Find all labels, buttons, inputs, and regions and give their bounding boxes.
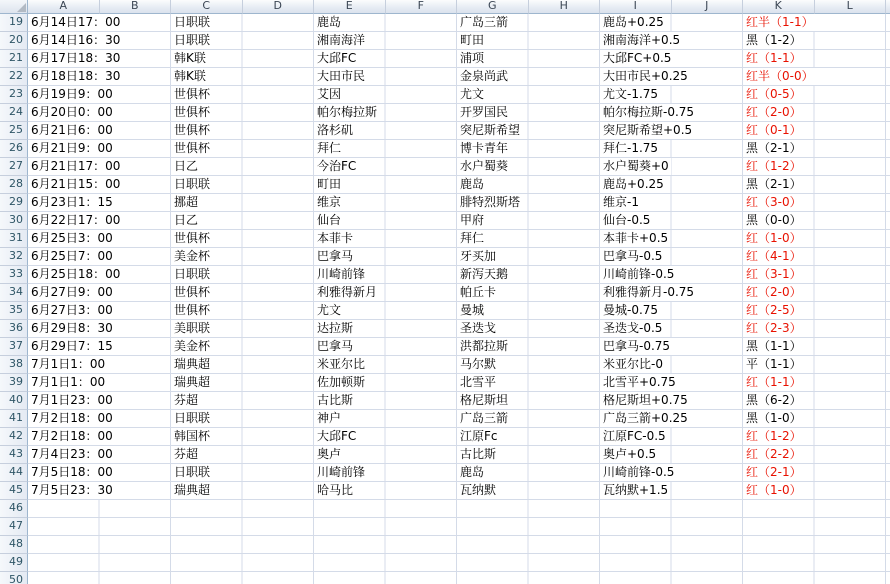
- select-all-button[interactable]: [0, 0, 28, 14]
- cell-away-team[interactable]: 拜仁: [460, 231, 485, 245]
- row-cells[interactable]: [28, 122, 890, 140]
- cell-away-team[interactable]: 古比斯: [460, 447, 497, 461]
- row-header-28[interactable]: 28: [0, 176, 28, 194]
- row-cells[interactable]: [28, 266, 890, 284]
- cell-date[interactable]: 7月1日1：00: [31, 375, 106, 389]
- row-cells[interactable]: [28, 14, 890, 32]
- cell-handicap[interactable]: 格尼斯坦+0.75: [603, 393, 688, 407]
- cell-home-team[interactable]: 湘南海洋: [317, 33, 366, 47]
- cell-league[interactable]: 芬超: [174, 393, 199, 407]
- cell-date[interactable]: 7月2日18：00: [31, 411, 113, 425]
- cell-result[interactable]: 红（0-5）: [746, 87, 802, 101]
- row-header-47[interactable]: 47: [0, 518, 28, 536]
- row-cells[interactable]: [28, 338, 890, 356]
- cell-result[interactable]: 平（1-1）: [746, 357, 802, 371]
- row-cells[interactable]: [28, 104, 890, 122]
- cell-result[interactable]: 红半（0-0）: [746, 69, 814, 83]
- cell-away-team[interactable]: 帕丘卡: [460, 285, 497, 299]
- column-header-A[interactable]: A: [28, 0, 100, 14]
- column-header-H[interactable]: H: [529, 0, 601, 14]
- cell-result[interactable]: 黑（0-0）: [746, 213, 802, 227]
- table-row: [0, 266, 890, 284]
- table-row: [0, 248, 890, 266]
- row-cells[interactable]: [28, 410, 890, 428]
- cell-league[interactable]: 美职联: [174, 321, 211, 335]
- cell-handicap[interactable]: 仙台-0.5: [603, 213, 651, 227]
- cell-home-team[interactable]: 拜仁: [317, 141, 342, 155]
- column-header-J[interactable]: J: [672, 0, 744, 14]
- cell-handicap[interactable]: 巴拿马-0.5: [603, 249, 663, 263]
- cell-league[interactable]: 韩国杯: [174, 429, 211, 443]
- cell-date[interactable]: 7月1日1：00: [31, 357, 106, 371]
- row-header-25[interactable]: 25: [0, 122, 28, 140]
- row-header-19[interactable]: 19: [0, 14, 28, 32]
- cell-away-team[interactable]: 曼城: [460, 303, 485, 317]
- column-header-I[interactable]: I: [600, 0, 672, 14]
- row-header-36[interactable]: 36: [0, 320, 28, 338]
- table-row: [0, 410, 890, 428]
- cell-league[interactable]: 日职联: [174, 465, 211, 479]
- cell-date[interactable]: 6月21日9：00: [31, 141, 113, 155]
- cell-home-team[interactable]: 仙台: [317, 213, 342, 227]
- cell-league[interactable]: 世俱杯: [174, 105, 211, 119]
- row-header-27[interactable]: 27: [0, 158, 28, 176]
- cell-home-team[interactable]: 巴拿马: [317, 249, 354, 263]
- cell-league[interactable]: 日职联: [174, 411, 211, 425]
- cell-away-team[interactable]: 江原Fc: [460, 429, 498, 443]
- table-row: [0, 122, 890, 140]
- table-row: [0, 356, 890, 374]
- cell-handicap[interactable]: 鹿岛+0.25: [603, 177, 664, 191]
- cell-date[interactable]: 6月21日15：00: [31, 177, 121, 191]
- cell-result[interactable]: 红（3-0）: [746, 195, 802, 209]
- cell-away-team[interactable]: 北雪平: [460, 375, 497, 389]
- cell-league[interactable]: 日乙: [174, 159, 199, 173]
- cell-result[interactable]: 红（1-1）: [746, 51, 802, 65]
- row-cells[interactable]: [28, 176, 890, 194]
- column-header-C[interactable]: C: [171, 0, 243, 14]
- table-row: [0, 374, 890, 392]
- cell-result[interactable]: 红（1-0）: [746, 231, 802, 245]
- cell-handicap[interactable]: 大田市民+0.25: [603, 69, 688, 83]
- cell-result[interactable]: 红（2-0）: [746, 105, 802, 119]
- row-header-21[interactable]: 21: [0, 50, 28, 68]
- cell-league[interactable]: 日乙: [174, 213, 199, 227]
- cell-away-team[interactable]: 瓦纳默: [460, 483, 497, 497]
- select-all-triangle-icon: [17, 3, 26, 12]
- cell-handicap[interactable]: 巴拿马-0.75: [603, 339, 671, 353]
- table-row: [0, 158, 890, 176]
- row-header-29[interactable]: 29: [0, 194, 28, 212]
- cell-date[interactable]: 6月29日7：15: [31, 339, 113, 353]
- cell-away-team[interactable]: 金泉尚武: [460, 69, 509, 83]
- table-row: [0, 428, 890, 446]
- row-header-45[interactable]: 45: [0, 482, 28, 500]
- table-row: [0, 518, 890, 536]
- row-cells[interactable]: [28, 464, 890, 482]
- column-header-filler: [886, 0, 890, 14]
- cell-date[interactable]: 6月21日17：00: [31, 159, 121, 173]
- cell-home-team[interactable]: 利雅得新月: [317, 285, 378, 299]
- cell-result[interactable]: 红（2-2）: [746, 447, 802, 461]
- rows-area: [0, 14, 890, 584]
- cell-date[interactable]: 6月29日8：30: [31, 321, 113, 335]
- cell-away-team[interactable]: 广岛三箭: [460, 15, 509, 29]
- cell-result[interactable]: 红（0-1）: [746, 123, 802, 137]
- cell-result[interactable]: 红（2-0）: [746, 285, 802, 299]
- cell-home-team[interactable]: 巴拿马: [317, 339, 354, 353]
- row-cells[interactable]: [28, 194, 890, 212]
- row-header-26[interactable]: 26: [0, 140, 28, 158]
- table-row: [0, 500, 890, 518]
- cell-home-team[interactable]: 艾因: [317, 87, 342, 101]
- table-row: [0, 230, 890, 248]
- cell-handicap[interactable]: 本菲卡+0.5: [603, 231, 669, 245]
- cell-home-team[interactable]: 古比斯: [317, 393, 354, 407]
- cell-home-team[interactable]: 神户: [317, 411, 342, 425]
- cell-date[interactable]: 7月4日23：00: [31, 447, 113, 461]
- cell-league[interactable]: 日职联: [174, 177, 211, 191]
- row-header-20[interactable]: 20: [0, 32, 28, 50]
- row-header-44[interactable]: 44: [0, 464, 28, 482]
- cell-handicap[interactable]: 瓦纳默+1.5: [603, 483, 669, 497]
- column-header-B[interactable]: B: [100, 0, 172, 14]
- cell-home-team[interactable]: 尤文: [317, 303, 342, 317]
- cell-result[interactable]: 黑（1-1）: [746, 339, 802, 353]
- cell-away-team[interactable]: 开罗国民: [460, 105, 509, 119]
- cell-date[interactable]: 6月14日16：30: [31, 33, 121, 47]
- row-cells[interactable]: [28, 356, 890, 374]
- cell-date[interactable]: 6月20日0：00: [31, 105, 113, 119]
- cell-away-team[interactable]: 腓特烈斯塔: [460, 195, 521, 209]
- cell-league[interactable]: 世俱杯: [174, 231, 211, 245]
- cell-date[interactable]: 6月27日9：00: [31, 285, 113, 299]
- cell-home-team[interactable]: 本菲卡: [317, 231, 354, 245]
- row-header-46[interactable]: 46: [0, 500, 28, 518]
- column-header-E[interactable]: E: [314, 0, 386, 14]
- row-header-37[interactable]: 37: [0, 338, 28, 356]
- row-cells[interactable]: [28, 428, 890, 446]
- cell-away-team[interactable]: 新泻天鹅: [460, 267, 509, 281]
- cell-league[interactable]: 美金杯: [174, 249, 211, 263]
- table-row: [0, 572, 890, 584]
- column-header-D[interactable]: D: [243, 0, 315, 14]
- table-row: [0, 284, 890, 302]
- table-row: [0, 320, 890, 338]
- cell-home-team[interactable]: 川崎前锋: [317, 465, 366, 479]
- cell-handicap[interactable]: 曼城-0.75: [603, 303, 659, 317]
- row-cells[interactable]: [28, 32, 890, 50]
- cell-away-team[interactable]: 广岛三箭: [460, 411, 509, 425]
- cell-result[interactable]: 红（1-1）: [746, 375, 802, 389]
- cell-handicap[interactable]: 川崎前锋-0.5: [603, 267, 675, 281]
- cell-result[interactable]: 红（1-2）: [746, 159, 802, 173]
- table-row: [0, 482, 890, 500]
- cell-handicap[interactable]: 鹿岛+0.25: [603, 15, 664, 29]
- cell-result[interactable]: 红（1-0）: [746, 483, 802, 497]
- cell-date[interactable]: 6月23日1：15: [31, 195, 113, 209]
- cell-away-team[interactable]: 格尼斯坦: [460, 393, 509, 407]
- cell-handicap[interactable]: 维京-1: [603, 195, 639, 209]
- cell-home-team[interactable]: 达拉斯: [317, 321, 354, 335]
- cell-home-team[interactable]: 大邱FC: [317, 429, 357, 443]
- row-header-35[interactable]: 35: [0, 302, 28, 320]
- column-header-K[interactable]: K: [743, 0, 815, 14]
- table-row: [0, 446, 890, 464]
- table-row: [0, 554, 890, 572]
- cell-date[interactable]: 6月25日18：00: [31, 267, 121, 281]
- row-cells[interactable]: [28, 518, 890, 536]
- cell-league[interactable]: 美金杯: [174, 339, 211, 353]
- table-row: [0, 212, 890, 230]
- cell-home-team[interactable]: 今治FC: [317, 159, 357, 173]
- row-header-42[interactable]: 42: [0, 428, 28, 446]
- table-row: [0, 302, 890, 320]
- cell-date[interactable]: 6月14日17：00: [31, 15, 121, 29]
- cell-date[interactable]: 6月27日3：00: [31, 303, 113, 317]
- cell-result[interactable]: 黑（1-0）: [746, 411, 802, 425]
- cell-handicap[interactable]: 拜仁-1.75: [603, 141, 659, 155]
- cell-date[interactable]: 6月19日9：00: [31, 87, 113, 101]
- cell-league[interactable]: 日职联: [174, 267, 211, 281]
- cell-away-team[interactable]: 圣迭戈: [460, 321, 497, 335]
- cell-away-team[interactable]: 突尼斯希望: [460, 123, 521, 137]
- cell-home-team[interactable]: 大田市民: [317, 69, 366, 83]
- row-header-22[interactable]: 22: [0, 68, 28, 86]
- cell-result[interactable]: 红（1-2）: [746, 429, 802, 443]
- table-row: [0, 536, 890, 554]
- cell-home-team[interactable]: 川崎前锋: [317, 267, 366, 281]
- cell-away-team[interactable]: 博卡青年: [460, 141, 509, 155]
- row-header-34[interactable]: 34: [0, 284, 28, 302]
- table-row: [0, 176, 890, 194]
- row-header-49[interactable]: 49: [0, 554, 28, 572]
- cell-home-team[interactable]: 町田: [317, 177, 342, 191]
- cell-home-team[interactable]: 哈马比: [317, 483, 354, 497]
- cell-result[interactable]: 红（4-1）: [746, 249, 802, 263]
- cell-league[interactable]: 世俱杯: [174, 285, 211, 299]
- row-header-40[interactable]: 40: [0, 392, 28, 410]
- table-row: [0, 140, 890, 158]
- table-row: [0, 338, 890, 356]
- table-row: [0, 32, 890, 50]
- column-header-G[interactable]: G: [457, 0, 529, 14]
- row-header-39[interactable]: 39: [0, 374, 28, 392]
- row-cells[interactable]: [28, 374, 890, 392]
- table-row: [0, 68, 890, 86]
- cell-result[interactable]: 红半（1-1）: [746, 15, 814, 29]
- table-row: [0, 194, 890, 212]
- cell-handicap[interactable]: 北雪平+0.75: [603, 375, 676, 389]
- cell-handicap[interactable]: 突尼斯希望+0.5: [603, 123, 693, 137]
- cell-league[interactable]: 日职联: [174, 15, 211, 29]
- row-header-32[interactable]: 32: [0, 248, 28, 266]
- row-cells[interactable]: [28, 572, 890, 584]
- row-header-31[interactable]: 31: [0, 230, 28, 248]
- cell-home-team[interactable]: 维京: [317, 195, 342, 209]
- cell-home-team[interactable]: 奥卢: [317, 447, 342, 461]
- row-cells[interactable]: [28, 446, 890, 464]
- cell-result[interactable]: 黑（2-1）: [746, 177, 802, 191]
- cell-league[interactable]: 瑞典超: [174, 375, 211, 389]
- row-cells[interactable]: [28, 140, 890, 158]
- row-header-33[interactable]: 33: [0, 266, 28, 284]
- table-row: [0, 392, 890, 410]
- cell-league[interactable]: 芬超: [174, 447, 199, 461]
- cell-handicap[interactable]: 广岛三箭+0.25: [603, 411, 688, 425]
- row-cells[interactable]: [28, 158, 890, 176]
- cell-away-team[interactable]: 浦项: [460, 51, 485, 65]
- cell-home-team[interactable]: 佐加顿斯: [317, 375, 366, 389]
- cell-away-team[interactable]: 牙买加: [460, 249, 497, 263]
- cell-result[interactable]: 红（3-1）: [746, 267, 802, 281]
- row-header-48[interactable]: 48: [0, 536, 28, 554]
- cell-league[interactable]: 瑞典超: [174, 357, 211, 371]
- row-cells[interactable]: [28, 50, 890, 68]
- cell-date[interactable]: 6月22日17：00: [31, 213, 121, 227]
- cell-league[interactable]: 挪超: [174, 195, 199, 209]
- cell-result[interactable]: 红（2-1）: [746, 465, 802, 479]
- row-cells[interactable]: [28, 554, 890, 572]
- cell-league[interactable]: 韩K联: [174, 51, 206, 65]
- cell-handicap[interactable]: 圣迭戈-0.5: [603, 321, 663, 335]
- row-cells[interactable]: [28, 302, 890, 320]
- cell-home-team[interactable]: 大邱FC: [317, 51, 357, 65]
- row-cells[interactable]: [28, 500, 890, 518]
- table-row: [0, 464, 890, 482]
- cell-home-team[interactable]: 洛杉矶: [317, 123, 354, 137]
- cell-handicap[interactable]: 川崎前锋-0.5: [603, 465, 675, 479]
- cell-league[interactable]: 韩K联: [174, 69, 206, 83]
- table-row: [0, 86, 890, 104]
- cell-handicap[interactable]: 奥卢+0.5: [603, 447, 657, 461]
- cell-home-team[interactable]: 鹿岛: [317, 15, 342, 29]
- cell-home-team[interactable]: 米亚尔比: [317, 357, 366, 371]
- cell-handicap[interactable]: 利雅得新月-0.75: [603, 285, 695, 299]
- cell-date[interactable]: 7月2日18：00: [31, 429, 113, 443]
- row-cells[interactable]: [28, 86, 890, 104]
- row-header-30[interactable]: 30: [0, 212, 28, 230]
- row-header-50[interactable]: 50: [0, 572, 28, 584]
- cell-league[interactable]: 世俱杯: [174, 87, 211, 101]
- cell-away-team[interactable]: 马尔默: [460, 357, 497, 371]
- cell-away-team[interactable]: 水户蜀葵: [460, 159, 509, 173]
- row-cells[interactable]: [28, 392, 890, 410]
- cell-date[interactable]: 6月18日18：30: [31, 69, 121, 83]
- cell-home-team[interactable]: 帕尔梅拉斯: [317, 105, 378, 119]
- cell-handicap[interactable]: 湘南海洋+0.5: [603, 33, 681, 47]
- cell-handicap[interactable]: 江原FC-0.5: [603, 429, 666, 443]
- cell-result[interactable]: 红（2-3）: [746, 321, 802, 335]
- cell-date[interactable]: 6月25日3：00: [31, 231, 113, 245]
- table-row: [0, 14, 890, 32]
- row-header-24[interactable]: 24: [0, 104, 28, 122]
- cell-away-team[interactable]: 町田: [460, 33, 485, 47]
- cell-away-team[interactable]: 洪都拉斯: [460, 339, 509, 353]
- row-cells[interactable]: [28, 482, 890, 500]
- cell-date[interactable]: 6月17日18：30: [31, 51, 121, 65]
- cell-result[interactable]: 黑（6-2）: [746, 393, 802, 407]
- column-header-strip: [0, 0, 890, 14]
- cell-handicap[interactable]: 大邱FC+0.5: [603, 51, 672, 65]
- row-cells[interactable]: [28, 284, 890, 302]
- row-cells[interactable]: [28, 230, 890, 248]
- cell-result[interactable]: 黑（1-2）: [746, 33, 802, 47]
- row-cells[interactable]: [28, 248, 890, 266]
- cell-away-team[interactable]: 尤文: [460, 87, 485, 101]
- cell-handicap[interactable]: 水户蜀葵+0: [603, 159, 669, 173]
- cell-date[interactable]: 7月1日23：00: [31, 393, 113, 407]
- cell-handicap[interactable]: 米亚尔比-0: [603, 357, 663, 371]
- cell-league[interactable]: 日职联: [174, 33, 211, 47]
- cell-date[interactable]: 7月5日18：00: [31, 465, 113, 479]
- column-header-F[interactable]: F: [386, 0, 458, 14]
- cell-league[interactable]: 世俱杯: [174, 123, 211, 137]
- cell-league[interactable]: 世俱杯: [174, 303, 211, 317]
- cell-away-team[interactable]: 鹿岛: [460, 465, 485, 479]
- cell-date[interactable]: 6月25日7：00: [31, 249, 113, 263]
- table-row: [0, 104, 890, 122]
- row-cells[interactable]: [28, 320, 890, 338]
- row-header-23[interactable]: 23: [0, 86, 28, 104]
- cell-handicap[interactable]: 尤文-1.75: [603, 87, 659, 101]
- table-row: [0, 50, 890, 68]
- cell-result[interactable]: 黑（2-1）: [746, 141, 802, 155]
- cell-away-team[interactable]: 甲府: [460, 213, 485, 227]
- cell-league[interactable]: 世俱杯: [174, 141, 211, 155]
- column-header-L[interactable]: L: [815, 0, 887, 14]
- cell-date[interactable]: 6月21日6：00: [31, 123, 113, 137]
- row-cells[interactable]: [28, 536, 890, 554]
- cell-handicap[interactable]: 帕尔梅拉斯-0.75: [603, 105, 695, 119]
- row-cells[interactable]: [28, 68, 890, 86]
- row-header-43[interactable]: 43: [0, 446, 28, 464]
- row-cells[interactable]: [28, 212, 890, 230]
- row-header-38[interactable]: 38: [0, 356, 28, 374]
- cell-league[interactable]: 瑞典超: [174, 483, 211, 497]
- cell-date[interactable]: 7月5日23：30: [31, 483, 113, 497]
- cell-away-team[interactable]: 鹿岛: [460, 177, 485, 191]
- row-header-41[interactable]: 41: [0, 410, 28, 428]
- cell-result[interactable]: 红（2-5）: [746, 303, 802, 317]
